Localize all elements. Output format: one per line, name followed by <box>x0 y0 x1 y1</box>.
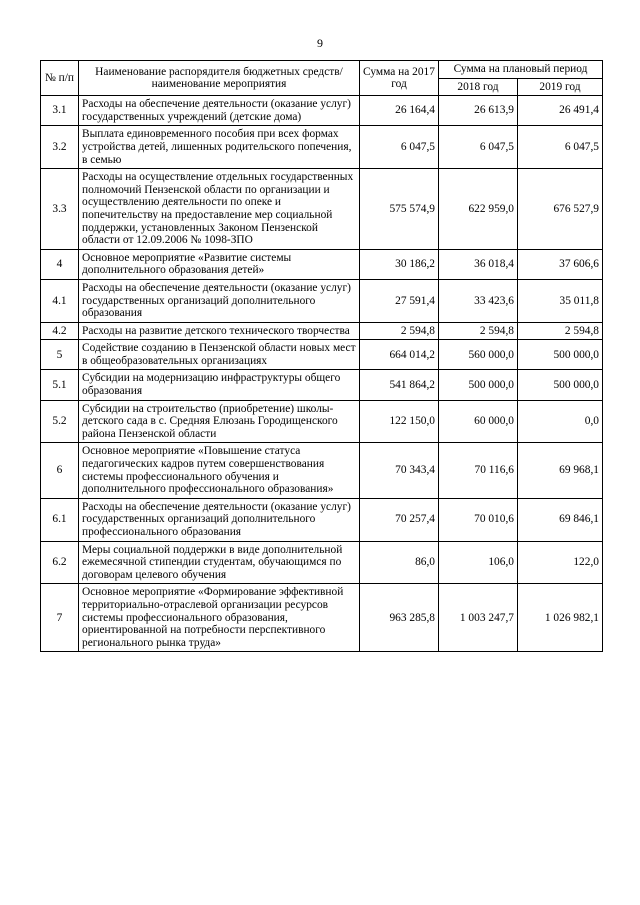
row-name: Расходы на обеспечение деятельности (оказание услуг) государственных организаций дополнительного образования <box>79 279 360 322</box>
row-name: Расходы на осуществление отдельных государственных полномочий Пензенской области по организации и осуществлению деятельности по опеке и попечительству на предоставление мер социальной поддержки, установленных Законом Пензенской области от 12.09.2006 № 1098-ЗПО <box>79 169 360 250</box>
amount-2019: 6 047,5 <box>518 126 603 169</box>
row-number: 6.1 <box>41 498 79 541</box>
amount-2018: 1 003 247,7 <box>439 584 518 652</box>
header-num: № п/п <box>41 61 79 96</box>
row-number: 3.3 <box>41 169 79 250</box>
amount-2018: 26 613,9 <box>439 96 518 126</box>
row-number: 4.2 <box>41 322 79 340</box>
amount-2018: 6 047,5 <box>439 126 518 169</box>
amount-2019: 37 606,6 <box>518 249 603 279</box>
amount-2018: 33 423,6 <box>439 279 518 322</box>
page-number: 9 <box>317 36 323 50</box>
table-row <box>41 322 603 340</box>
amount-2019: 2 594,8 <box>518 322 603 340</box>
table-body <box>41 96 603 652</box>
budget-table <box>40 60 603 652</box>
row-number: 7 <box>41 584 79 652</box>
amount-2018: 106,0 <box>439 541 518 584</box>
amount-2018: 560 000,0 <box>439 340 518 370</box>
row-name: Содействие созданию в Пензенской области новых мест в общеобразовательных организациях <box>79 340 360 370</box>
row-name: Расходы на развитие детского технического творчества <box>79 322 360 340</box>
amount-2017: 30 186,2 <box>360 249 439 279</box>
row-number: 5.1 <box>41 370 79 400</box>
amount-2017: 70 257,4 <box>360 498 439 541</box>
amount-2017: 27 591,4 <box>360 279 439 322</box>
amount-2018: 622 959,0 <box>439 169 518 250</box>
amount-2019: 69 968,1 <box>518 443 603 498</box>
row-number: 4 <box>41 249 79 279</box>
amount-2018: 70 010,6 <box>439 498 518 541</box>
table-row <box>41 126 603 169</box>
amount-2017: 26 164,4 <box>360 96 439 126</box>
row-number: 3.1 <box>41 96 79 126</box>
row-name: Основное мероприятие «Развитие системы дополнительного образования детей» <box>79 249 360 279</box>
row-number: 5 <box>41 340 79 370</box>
amount-2017: 541 864,2 <box>360 370 439 400</box>
header-year-2019: 2019 год <box>518 78 603 96</box>
row-name: Расходы на обеспечение деятельности (оказание услуг) государственных учреждений (детские дома) <box>79 96 360 126</box>
amount-2019: 676 527,9 <box>518 169 603 250</box>
amount-2018: 500 000,0 <box>439 370 518 400</box>
row-name: Субсидии на модернизацию инфраструктуры общего образования <box>79 370 360 400</box>
row-number: 5.2 <box>41 400 79 443</box>
row-number: 6 <box>41 443 79 498</box>
amount-2019: 500 000,0 <box>518 370 603 400</box>
amount-2017: 122 150,0 <box>360 400 439 443</box>
amount-2018: 2 594,8 <box>439 322 518 340</box>
row-number: 4.1 <box>41 279 79 322</box>
header-name: Наименование распорядителя бюджетных средств/наименование мероприятия <box>79 61 360 96</box>
table-row <box>41 96 603 126</box>
header-year-2018: 2018 год <box>439 78 518 96</box>
amount-2018: 36 018,4 <box>439 249 518 279</box>
table-row <box>41 400 603 443</box>
amount-2019: 0,0 <box>518 400 603 443</box>
amount-2017: 664 014,2 <box>360 340 439 370</box>
amount-2019: 26 491,4 <box>518 96 603 126</box>
header-sum-2017: Сумма на 2017 год <box>360 61 439 96</box>
row-name: Основное мероприятие «Формирование эффективной территориально-отраслевой организации ресурсов системы профессионального образования, ориентированной на потребности перспективного регионального рынка труда» <box>79 584 360 652</box>
table-row <box>41 279 603 322</box>
table-row <box>41 370 603 400</box>
row-name: Расходы на обеспечение деятельности (оказание услуг) государственных организаций дополнительного профессионального образования <box>79 498 360 541</box>
row-number: 6.2 <box>41 541 79 584</box>
amount-2019: 500 000,0 <box>518 340 603 370</box>
amount-2018: 70 116,6 <box>439 443 518 498</box>
amount-2017: 963 285,8 <box>360 584 439 652</box>
amount-2019: 69 846,1 <box>518 498 603 541</box>
amount-2019: 1 026 982,1 <box>518 584 603 652</box>
table-row <box>41 340 603 370</box>
row-name: Выплата единовременного пособия при всех формах устройства детей, лишенных родительского попечения, в семью <box>79 126 360 169</box>
amount-2017: 86,0 <box>360 541 439 584</box>
amount-2017: 6 047,5 <box>360 126 439 169</box>
amount-2017: 70 343,4 <box>360 443 439 498</box>
header-planned-period: Сумма на плановый период <box>439 61 603 79</box>
amount-2019: 122,0 <box>518 541 603 584</box>
table-header <box>41 61 603 96</box>
row-name: Основное мероприятие «Повышение статуса педагогических кадров путем совершенствования системы профессионального обучения и дополнительного профессионального образования» <box>79 443 360 498</box>
amount-2019: 35 011,8 <box>518 279 603 322</box>
row-name: Меры социальной поддержки в виде дополнительной ежемесячной стипендии студентам, обучающимся по договорам целевого обучения <box>79 541 360 584</box>
row-name: Субсидии на строительство (приобретение) школы-детского сада в с. Средняя Елюзань Городищенского района Пензенской области <box>79 400 360 443</box>
row-number: 3.2 <box>41 126 79 169</box>
table-row <box>41 498 603 541</box>
table-row <box>41 584 603 652</box>
table-row <box>41 249 603 279</box>
table-row <box>41 541 603 584</box>
amount-2017: 2 594,8 <box>360 322 439 340</box>
table-row <box>41 443 603 498</box>
amount-2018: 60 000,0 <box>439 400 518 443</box>
amount-2017: 575 574,9 <box>360 169 439 250</box>
table-row <box>41 169 603 250</box>
